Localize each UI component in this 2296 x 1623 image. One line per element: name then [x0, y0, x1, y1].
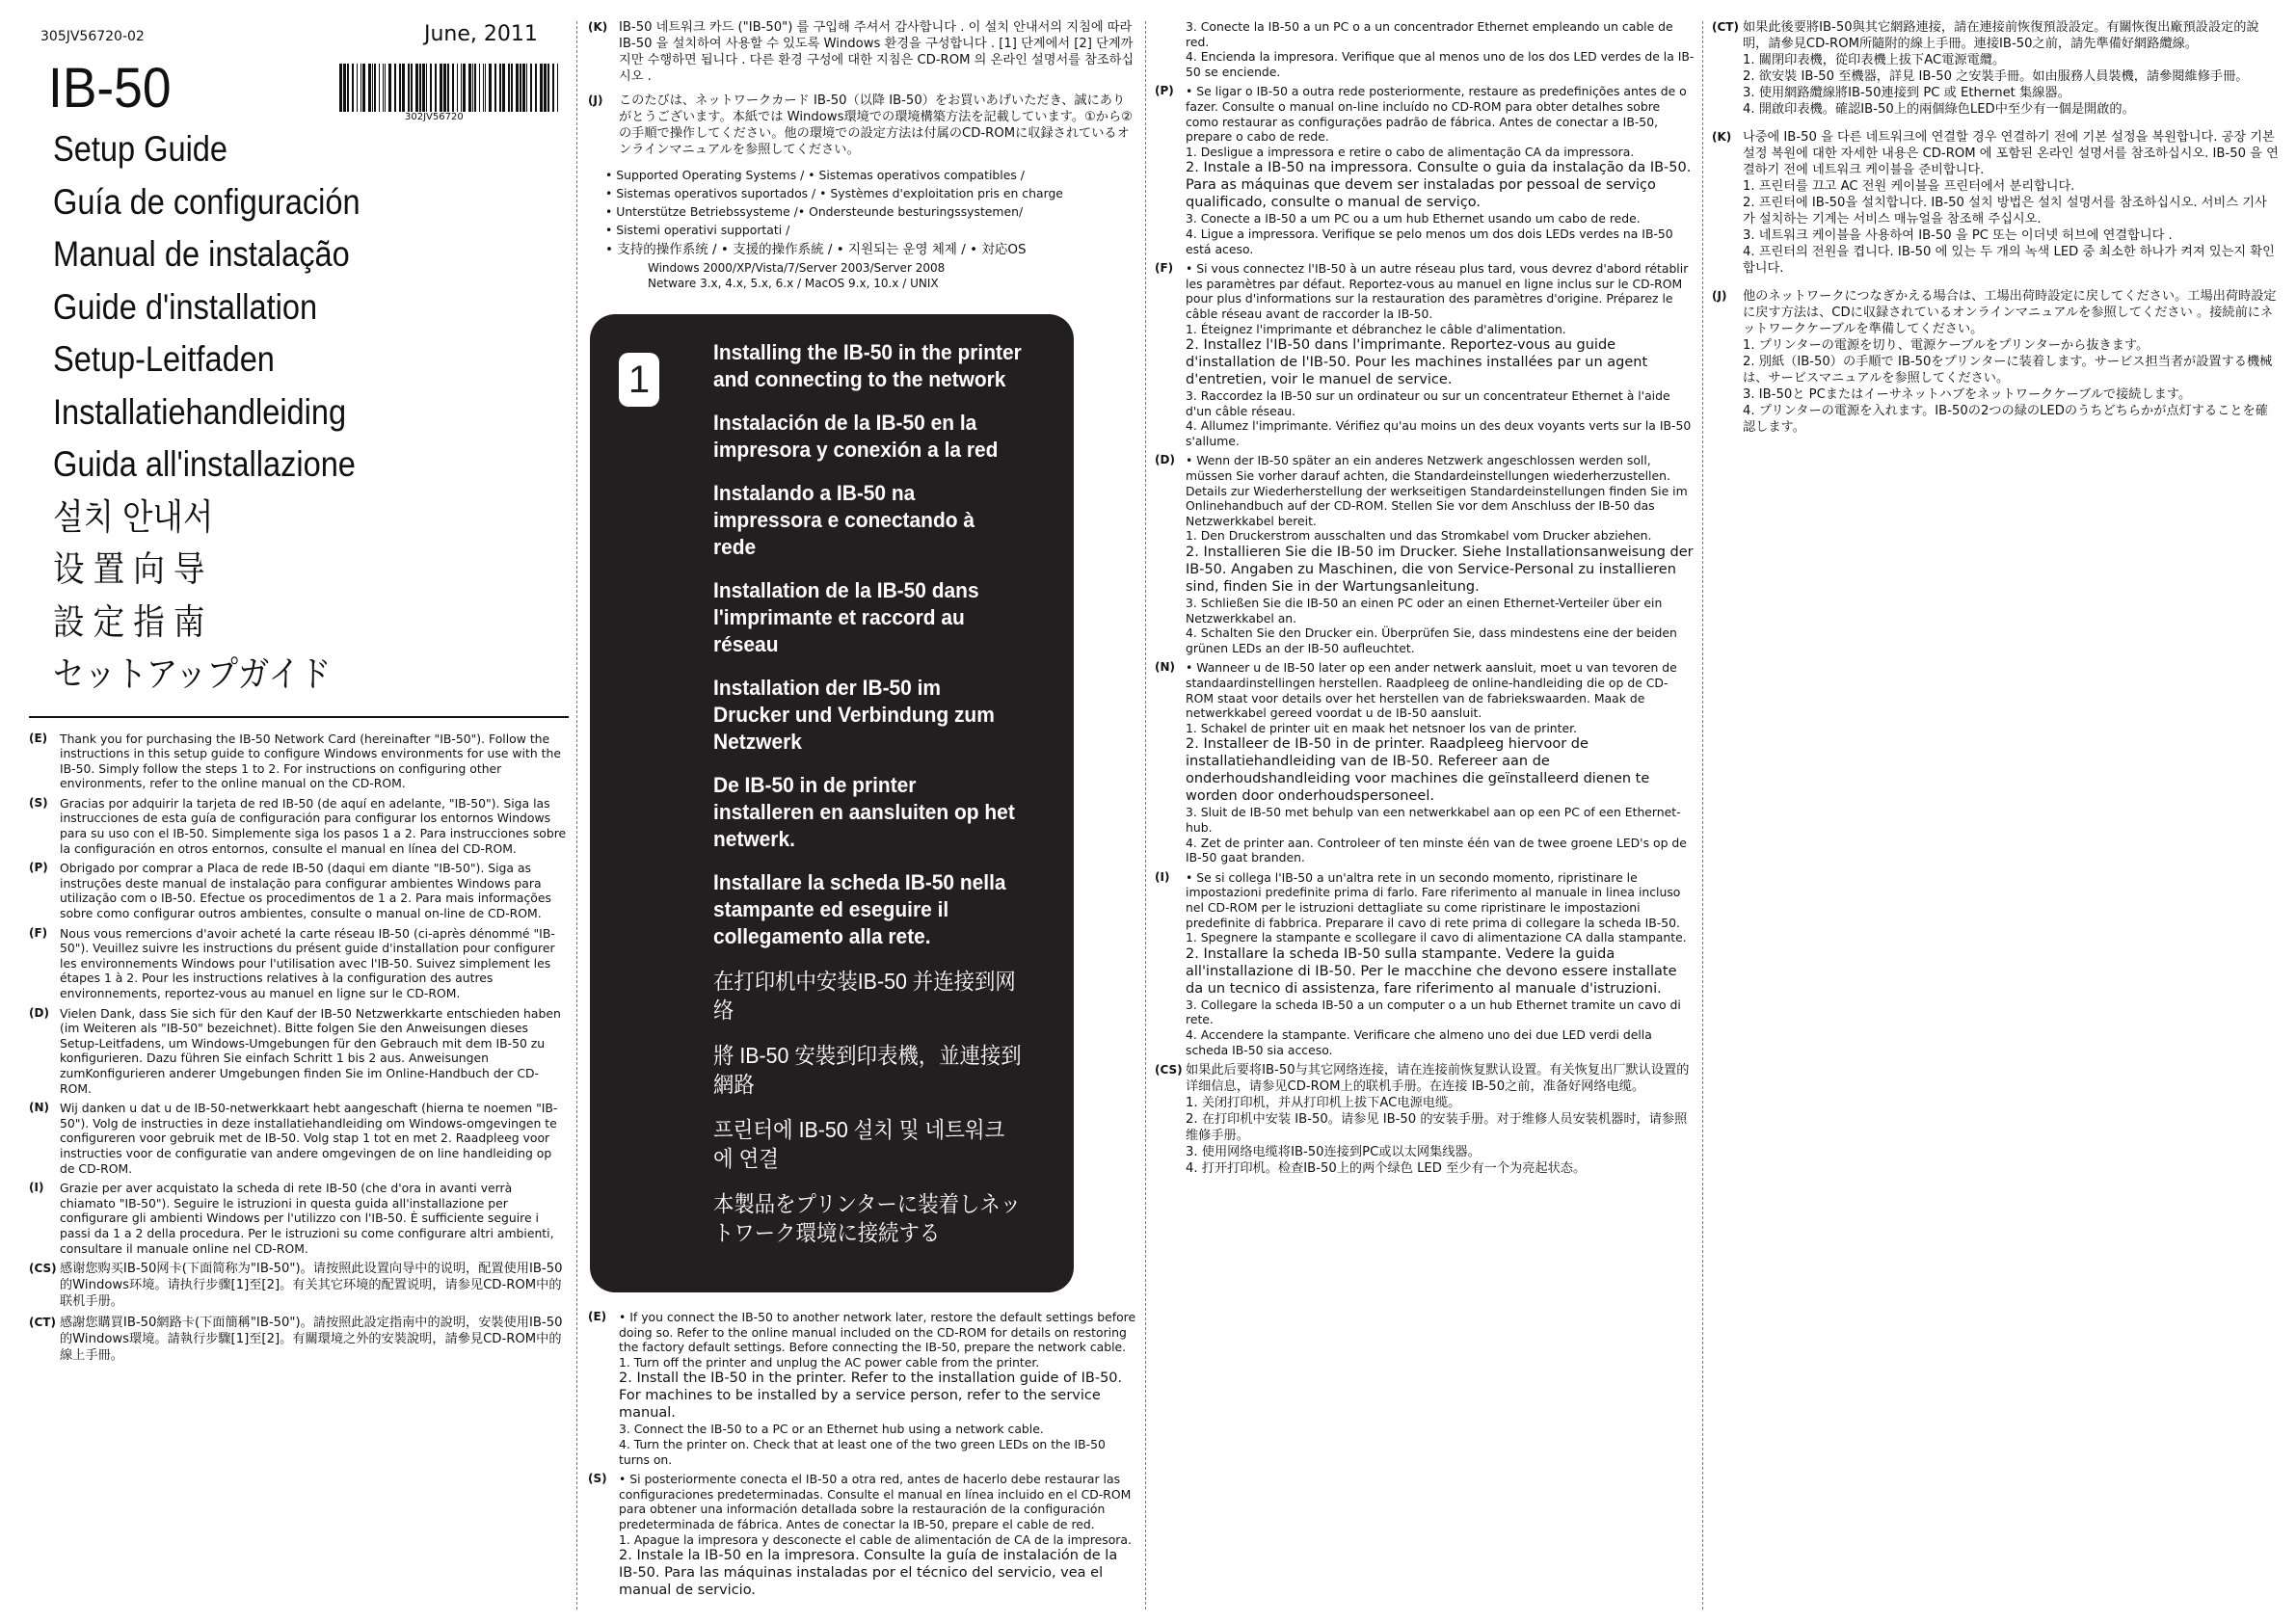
steps-it: (I) • Se si collega l'IB-50 a un'altra rete in un secondo momento, ripristinare le impostazioni predefinite prima di farlo. Fare riferimento al manuale in linea incluso nel CD-ROM per le istruzioni dettagliate su come ripristinare le impostazioni predefinite di fabbrica. Preparare il cavo di rete prima di collegare la scheda IB-50. 1. Spegnere la stampante e scollegare il cavo di alimentazione CA dalla stampante. 2. Installare la scheda IB-50 sulla stampante. Vedere la guida all'installazione di IB-50. Per le macchine che devono essere installate da un tecnico di assistenza, fare riferimento al manuale d'istruzioni. 3. Collegare la scheda IB-50 a un computer o a un hub Ethernet tramite un cavo di rete. 4. Accendere la stampante. Verificare che almeno uno dei due LED verdi della scheda IB-50 sia acceso. [1155, 869, 1687, 1057]
intro-cs: (CS) 感谢您购买IB-50网卡(下面简称为"IB-50")。请按照此设置向导中的说明，配置使用IB-50的Windows环境。请执行步骤[1]至[2]。有关其它环境的配置说明，请参见CD-ROM中的联机手册。 [29, 1262, 563, 1310]
steps-ko: (K) 나중에 IB-50 을 다른 네트워크에 연결할 경우 연결하기 전에 기본 설정을 복원합니다. 공장 기본 설정 복원에 대한 자세한 내용은 CD-ROM 에 포함된 온라인 설명서를 참조하십시오. IB-50 을 연결하기 전에 네트워크 케이블을 준비합니다. 1. 프린터를 끄고 AC 전원 케이블을 프린터에서 분리합니다. 2. 프린터에 IB-50을 설치합니다. IB-50 설치 방법은 설치 설명서를 참조하십시오. 서비스 기사가 설치하는 기계는 서비스 매뉴얼을 참조해 주십시오. 3. 네트워크 케이블을 사용하여 IB-50 을 PC 또는 이더넷 허브에 연결합니다 . 4. 프린터의 전원을 켭니다. IB-50 에 있는 두 개의 녹색 LED 중 최소한 하나가 켜져 있는지 확인합니다. [1712, 130, 2279, 276]
step-number: 1 [619, 353, 659, 407]
column-steps-3 [1712, 19, 2279, 1613]
intro-ko: (K) IB-50 네트워크 카드 ("IB-50") 를 구입해 주셔서 감사합니다 . 이 설치 안내서의 지침에 따라 IB-50 을 설치하여 사용할 수 있도록 Windows 환경을 구성합니다 . [1] 단계에서 [2] 단계까지만 수행하면 됩니다 . 다른 환경 구성에 대한 지침은 CD-ROM 의 온라인 설명서를 참조하십시오 . [588, 20, 1135, 84]
intro-pt: (P) Obrigado por comprar a Placa de rede IB-50 (daqui em diante "IB-50"). Siga as instruções deste manual de instalação para configurar ambientes Windows para utilização com o IB-50. Efectue os procedimentos de 1 a 2. Para mais informações sobre como configurar outros ambientes, consulte o manual on-line de CD-ROM. [29, 861, 551, 921]
step-title-cs: 在打印机中安装IB-50 并连接到网络 [713, 969, 1016, 1023]
intro-en: (E) Thank you for purchasing the IB-50 Network Card (hereinafter "IB-50"). Follow the instructions in this setup guide to configure Windows environments for use with the IB-50. Simply follow the steps 1 to 2. For instructions on configuring other environments, refer to the online manual on the CD-ROM. [29, 731, 561, 791]
os-others: Netware 3.x, 4.x, 5.x, 6.x / MacOS 9.x, 10.x / UNIX [648, 277, 939, 290]
os-windows: Windows 2000/XP/Vista/7/Server 2003/Server 2008 [648, 261, 946, 275]
divider [29, 716, 569, 718]
intro-es: (S) Gracias por adquirir la tarjeta de red IB-50 (de aquí en adelante, "IB-50"). Siga las instrucciones de esta guía de configuración para configurar los entornos Windows para su uso con el IB-50. Simplemente siga los pasos 1 a 2. Para instrucciones sobre la configuración en otros entornos, consulte el manual en línea del CD-ROM. [29, 795, 567, 856]
intro-nl: (N) Wij danken u dat u de IB-50-netwerkkaart hebt aangeschaft (hierna te noemen "IB-50"). Volg de instructies in deze installatiehandleiding om Windows-omgevingen te configureren voor gebruik met de IB-50. Volg stap 1 tot en met 2. Raadpleeg voor instructies voor de configuratie van andere omgevingen de on line handleiding op de CD-ROM. [29, 1101, 558, 1176]
title-cs: 设 置 向 导 [53, 549, 205, 589]
steps-es: (S) • Si posteriormente conecta el IB-50 a otra red, antes de hacerlo debe restaurar las configuraciones predeterminadas. Consulte el manual en línea incluido en el CD-ROM para obtener una información detallada sobre la restauración de la configuración predeterminada de fábrica. Antes de conectar la IB-50, prepare el cable de red. 1. Apague la impresora y desconecte el cable de alimentación de CA de la impresora. 2. Instale la IB-50 en la impresora. Consulte la guía de instalación de la IB-50. Para las máquinas instaladas por el técnico del servicio, vea el manual de servicio. [588, 1472, 1132, 1599]
step-title-es: Instalación de la IB-50 en la impresora y conexión a la red [713, 411, 999, 462]
intro-ja: (J) このたびは、ネットワークカード IB-50（以降 IB-50）をお買いあげいただき、誠にありがとうございます。本紙では Windows環境での環境構築方法を記載しています。①から②の手順で操作してください。他の環境での設定方法は付属のCD-ROMに収録されているオンラインマニュアルを参照してください。 [588, 93, 1133, 157]
step-title-de: Installation der IB-50 im Drucker und Verbindung zum Netzwerk [713, 676, 995, 754]
title-en: Setup Guide [53, 129, 228, 169]
column-divider [1145, 21, 1146, 1610]
os-heading: • Sistemas operativos suportados / • Systèmes d'exploitation pris en charge [605, 186, 1063, 200]
os-heading: • Supported Operating Systems / • Sistemas operativos compatibles / [605, 168, 1025, 182]
column-cover [29, 19, 569, 1613]
title-es: Guía de configuración [53, 181, 360, 222]
barcode-number: 302JV56720 [405, 112, 464, 122]
column-step [588, 19, 1137, 1613]
barcode-icon [337, 64, 564, 112]
steps-cs: (CS) 如果此后要将IB-50与其它网络连接，请在连接前恢复默认设置。有关恢复出厂默认设置的详细信息，请参见CD-ROM上的联机手册。在连接 IB-50之前，准备好网络电缆。 1. 关闭打印机，并从打印机上拔下AC电源电缆。 2. 在打印机中安装 IB-50。请参见 IB-50 的安装手册。对于维修人员安装机器时，请参照维修手册。 3. 使用网络电缆将IB-50连接到PC或以太网集线器。 4. 打开打印机。检查IB-50上的两个绿色 LED 至少有一个为亮起状态。 [1155, 1063, 1690, 1177]
publication-date: June, 2011 [424, 22, 538, 46]
step-title-it: Installare la scheda IB-50 nella stampante ed eseguire il collegamento alla rete. [713, 870, 1006, 948]
title-nl: Installatiehandleiding [53, 391, 347, 432]
steps-fr: (F) • Si vous connectez l'IB-50 à un autre réseau plus tard, vous devrez d'abord rétablir les paramètres par défaut. Reportez-vous au manuel en ligne inclus sur le CD-ROM pour plus d'informations sur la restauration des paramètres d'origine. Préparez le câble réseau avant de raccorder la IB-50. 1. Éteignez l'imprimante et débranchez le câble d'alimentation. 2. Installez l'IB-50 dans l'imprimante. Reportez-vous au guide d'installation de l'IB-50. Pour les machines installées par un agent d'entretien, voir le manuel de service. 3. Raccordez la IB-50 sur un ordinateur ou sur un concentrateur Ethernet à l'aide d'un câble réseau. 4. Allumez l'imprimante. Vérifiez qu'au moins un des deux voyants verts sur la IB-50 s'allume. [1155, 261, 1692, 448]
title-ko: 설치 안내서 [53, 496, 214, 537]
os-heading: • Unterstütze Betriebssysteme /• Ondersteunde besturingssystemen/ [605, 204, 1024, 219]
title-ct: 設 定 指 南 [53, 601, 205, 642]
column-divider [576, 21, 577, 1610]
supported-os [588, 166, 1137, 291]
step-title-nl: De IB-50 in de printer installeren en aansluiten op het netwerk. [713, 773, 1015, 851]
intro-fr: (F) Nous vous remercions d'avoir acheté la carte réseau IB-50 (ci-après dénommé "IB-50"). Veuillez suivre les instructions du présent guide d'installation pour configurer les environnements Windows pour l'utilisation avec l'IB-50. Suivez simplement les étapes 1 à 2. Pour les instructions relatives à la configuration des autres environnements, reportez-vous au manuel en ligne sur le CD-ROM. [29, 925, 555, 1000]
column-steps-2 [1155, 19, 1695, 1613]
model-name: IB-50 [48, 57, 172, 120]
steps-de: (D) • Wenn der IB-50 später an ein anderes Netzwerk angeschlossen werden soll, müssen Sie vorher darauf achten, die Standardeinstellungen wiederherzustellen. Details zur Wiederherstellung der werkseitigen Standardeinstellungen finden Sie im Onlinehandbuch auf der CD-ROM. Stellen Sie vor dem Anschluss der IB-50 das Netzwerkkabel bereit. 1. Den Druckerstrom ausschalten und das Stromkabel vom Drucker abziehen. 2. Installieren Sie die IB-50 im Drucker. Siehe Installationsanweisung der IB-50. Angaben zu Maschinen, die von Service-Personal zu installieren sind, finden Sie in der Wartungsanleitung. 3. Schließen Sie die IB-50 an einen PC oder an einen Ethernet-Verteiler über ein Netzwerkkabel an. 4. Schalten Sie den Drucker ein. Überprüfen Sie, dass mindestens eine der beiden grünen LEDs an der IB-50 aufleuchtet. [1155, 453, 1694, 655]
step-title-ko: 프린터에 IB-50 설치 및 네트워크에 연결 [713, 1117, 1005, 1171]
step-title-ct: 將 IB-50 安裝到印表機，並連接到網路 [713, 1043, 1022, 1097]
step-title-ja: 本製品をプリンターに装着しネットワーク環境に接続する [713, 1191, 1022, 1245]
title-ja: セットアップガイド [53, 654, 332, 694]
step-title-fr: Installation de la IB-50 dans l'imprimante et raccord au réseau [713, 578, 979, 656]
title-list [29, 123, 569, 702]
column-divider [1702, 21, 1703, 1610]
intro-ct: (CT) 感謝您購買IB-50網路卡(下面簡稱"IB-50")。請按照此設定指南中的說明，安裝使用IB-50的Windows環境。請執行步驟[1]至[2]。有關環境之外的安裝說明，請參見CD-ROM中的線上手冊。 [29, 1316, 563, 1364]
title-de: Setup-Leitfaden [53, 339, 275, 379]
steps-ct: (CT) 如果此後要將IB-50與其它網路連接，請在連接前恢復預設設定。有關恢復出廠預設設定的說明，請參見CD-ROM所隨附的線上手冊。連接IB-50之前，請先準備好網路纜線。 1. 關閉印表機，從印表機上拔下AC電源電纜。 2. 欲安裝 IB-50 至機器，詳見 IB-50 之安裝手冊。如由服務人員裝機，請參閱維修手冊。 3. 使用網路纜線將IB-50連接到 PC 或 Ethernet 集線器。 4. 開啟印表機。確認IB-50上的兩個綠色LED中至少有一個是開啟的。 [1712, 20, 2259, 117]
title-it: Guida all'installazione [53, 444, 356, 484]
os-heading: • 支持的操作系统 / • 支援的操作系統 / • 지원되는 운영 체제 / • 対応OS [605, 242, 1027, 257]
intro-list [29, 732, 569, 1365]
steps-ja: (J) 他のネットワークにつなぎかえる場合は、工場出荷時設定に戻してください。工場出荷時設定に戻す方法は、CDに収録されているオンラインマニュアルを参照してください 。接続前にネットワークケーブルを準備してください。 1. プリンターの電源を切り、電源ケーブルをプリンターから抜きます。 2. 別紙（IB-50）の手順で IB-50をプリンターに装着します。サービス担当者が設置する機械は、サービスマニュアルを参照してください。 3. IB-50と PCまたはイーサネットハブをネットワークケーブルで接続します。 4. プリンターの電源を入れます。IB-50の2つの緑のLEDのうちどちらかが点灯することを確認します。 [1712, 289, 2277, 435]
document-number: 305JV56720-02 [40, 29, 145, 44]
steps-nl: (N) • Wanneer u de IB-50 later op een ander netwerk aansluit, moet u van tevoren de standaardinstellingen herstellen. Raadpleeg de online-handleiding die op de CD-ROM staat voor details over het herstellen van de fabriekswaarden. Maak de netwerkkabel gereed voordat u de IB-50 aansluit. 1. Schakel de printer uit en maak het netsnoer los van de printer. 2. Installeer de IB-50 in de printer. Raadpleeg hiervoor de installatiehandleiding van de IB-50. Refereer aan de onderhoudshandleiding voor machines die geïnstalleerd dienen te worden door onderhoudspersoneel. 3. Sluit de IB-50 met behulp van een netwerkkabel aan op een PC of een Ethernet-hub. 4. Zet de printer aan. Controleer of ten minste één van de twee groene LED's op de IB-50 gaat branden. [1155, 660, 1687, 865]
steps-pt: (P) • Se ligar o IB-50 a outra rede posteriormente, restaure as predefinições antes de o fazer. Consulte o manual on-line incluído no CD-ROM para obter detalhes sobre como restaurar as configurações padrão de fábrica. Antes de conectar a IB-50, prepare o cabo de rede. 1. Desligue a impressora e retire o cabo de alimentação CA da impressora. 2. Instale a IB-50 na impressora. Consulte o guia da instalação da IB-50. Para as máquinas que devem ser instaladas por pessoal de serviço qualificado, consulte o manual de serviço. 3. Conecte a IB-50 a um PC ou a um hub Ethernet usando um cabo de rede. 4. Ligue a impressora. Verifique se pelo menos um dos dois LEDs verdes na IB-50 está aceso. [1155, 84, 1692, 256]
step-title-en: Installing the IB-50 in the printer and connecting to the network [713, 340, 1022, 391]
intro-it: (I) Grazie per aver acquistato la scheda di rete IB-50 (che d'ora in avanti verrà chiamato "IB-50"). Seguire le istruzioni in questa guida all'installazione per configurare gli ambienti Windows per l'utilizzo con l'IB-50. È sufficiente seguire i passi da 1 a 2 della procedura. Per le istruzioni su come configurare altri ambienti, consultare il manuale online nel CD-ROM. [29, 1181, 554, 1256]
os-heading: • Sistemi operativi supportati / [605, 223, 790, 237]
step-title-pt: Instalando a IB-50 na impressora e conectando à rede [713, 481, 974, 559]
title-fr: Guide d'installation [53, 286, 318, 327]
steps-en: (E) • If you connect the IB-50 to another network later, restore the default settings before doing so. Refer to the online manual included on the CD-ROM for details on restoring the factory default settings. Before connecting the IB-50, prepare the network cable. 1. Turn off the printer and unplug the AC power cable from the printer. 2. Install the IB-50 in the printer. Refer to the installation guide of IB-50. For machines to be installed by a service person, refer to the service manual. 3. Connect the IB-50 to a PC or an Ethernet hub using a network cable. 4. Turn the printer on. Check that at least one of the two green LEDs on the IB-50 turns on. [588, 1310, 1136, 1467]
title-pt: Manual de instalação [53, 234, 350, 274]
steps-es-cont: 3. Conecte la IB-50 a un PC o a un concentrador Ethernet empleando un cable de red. 4. Encienda la impresora. Verifique que al menos uno de los dos LED verdes de la IB-50 se enciende. [1186, 19, 1695, 79]
header-row [29, 19, 569, 46]
step-box [590, 314, 1074, 1292]
intro-de: (D) Vielen Dank, dass Sie sich für den Kauf der IB-50 Netzwerkkarte entschieden haben (im Weiteren als "IB-50" bezeichnet). Bitte folgen Sie den Anweisungen dieses Setup-Leitfadens, um Windows-Umgebungen für den Gebrauch mit dem IB-50 zu konfigurieren. Dazu führen Sie einfach Schritt 1 bis 2 aus. Anweisungen zumKonfigurieren anderer Umgebungen finden Sie im Online-Handbuch der CD-ROM. [29, 1005, 561, 1096]
